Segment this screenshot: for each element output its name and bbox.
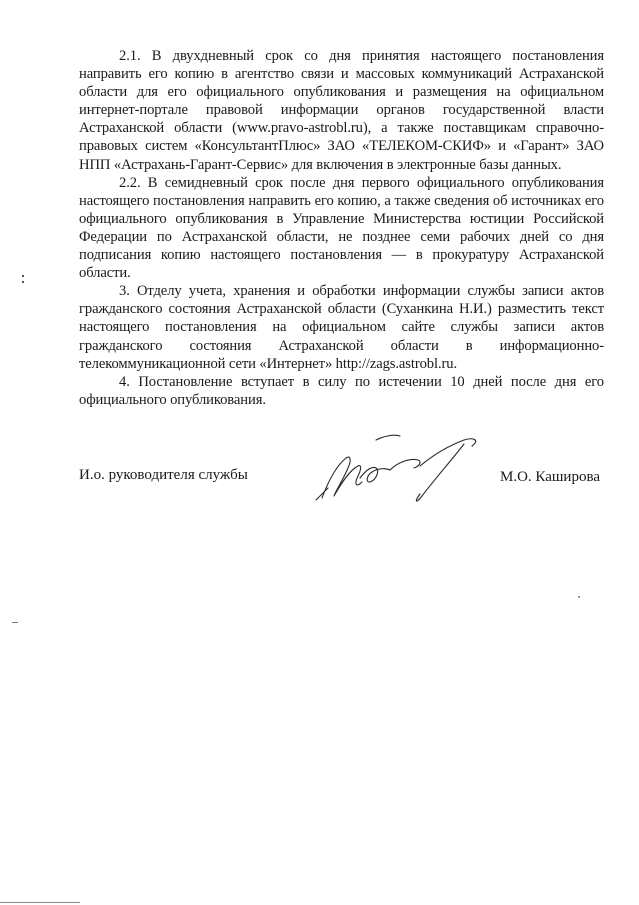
signatory-name: М.О. Каширова <box>499 469 600 485</box>
scan-speck <box>22 281 24 283</box>
paragraph-2-2: 2.2. В семидневный срок после дня первого официального опубликования настоящего постановления направить его копию, а также сведения об источниках его официального опубликования в Управление Министерства юстиции Российской Федерации по Астраханской области, не позднее семи рабочих дней со дня подписания копию настоящего постановления — в прокуратуру Астраханской области. <box>79 174 604 282</box>
paragraph-2-1: 2.1. В двухдневный срок со дня принятия настоящего постановления направить его копию в агентство связи и массовых коммуникаций Астраханской области для его официального опубликования и размещения на официальном интернет-портале правовой информации органов государственной власти Астраханской области (www.pravo-astrobl.ru), а также поставщикам справочно-правовых систем «КонсультантПлюс» ЗАО «ТЕЛЕКОМ-СКИФ» и «Гарант» ЗАО НПП «Астрахань-Гарант-Сервис» для включения в электронные базы данных. <box>79 48 604 173</box>
signature-block <box>79 430 604 510</box>
handwritten-signature <box>314 430 489 510</box>
scan-edge-line <box>0 902 80 903</box>
scan-speck <box>22 275 24 277</box>
signatory-position: И.о. руководителя службы <box>79 467 248 483</box>
paragraph-3: 3. Отделу учета, хранения и обработки информации службы записи актов гражданского состояния Астраханской области (Суханкина Н.И.) разместить текст настоящего постановления на официальном сайте службы записи актов гражданского состояния Астраханской области в информационно-телекоммуникационной сети «Интернет» http://zags.astrobl.ru. <box>79 283 604 372</box>
scan-speck <box>578 596 580 598</box>
scan-speck <box>12 622 18 623</box>
paragraph-4: 4. Постановление вступает в силу по истечении 10 дней после дня его официального опубликования. <box>79 373 604 408</box>
document-body <box>79 47 604 409</box>
